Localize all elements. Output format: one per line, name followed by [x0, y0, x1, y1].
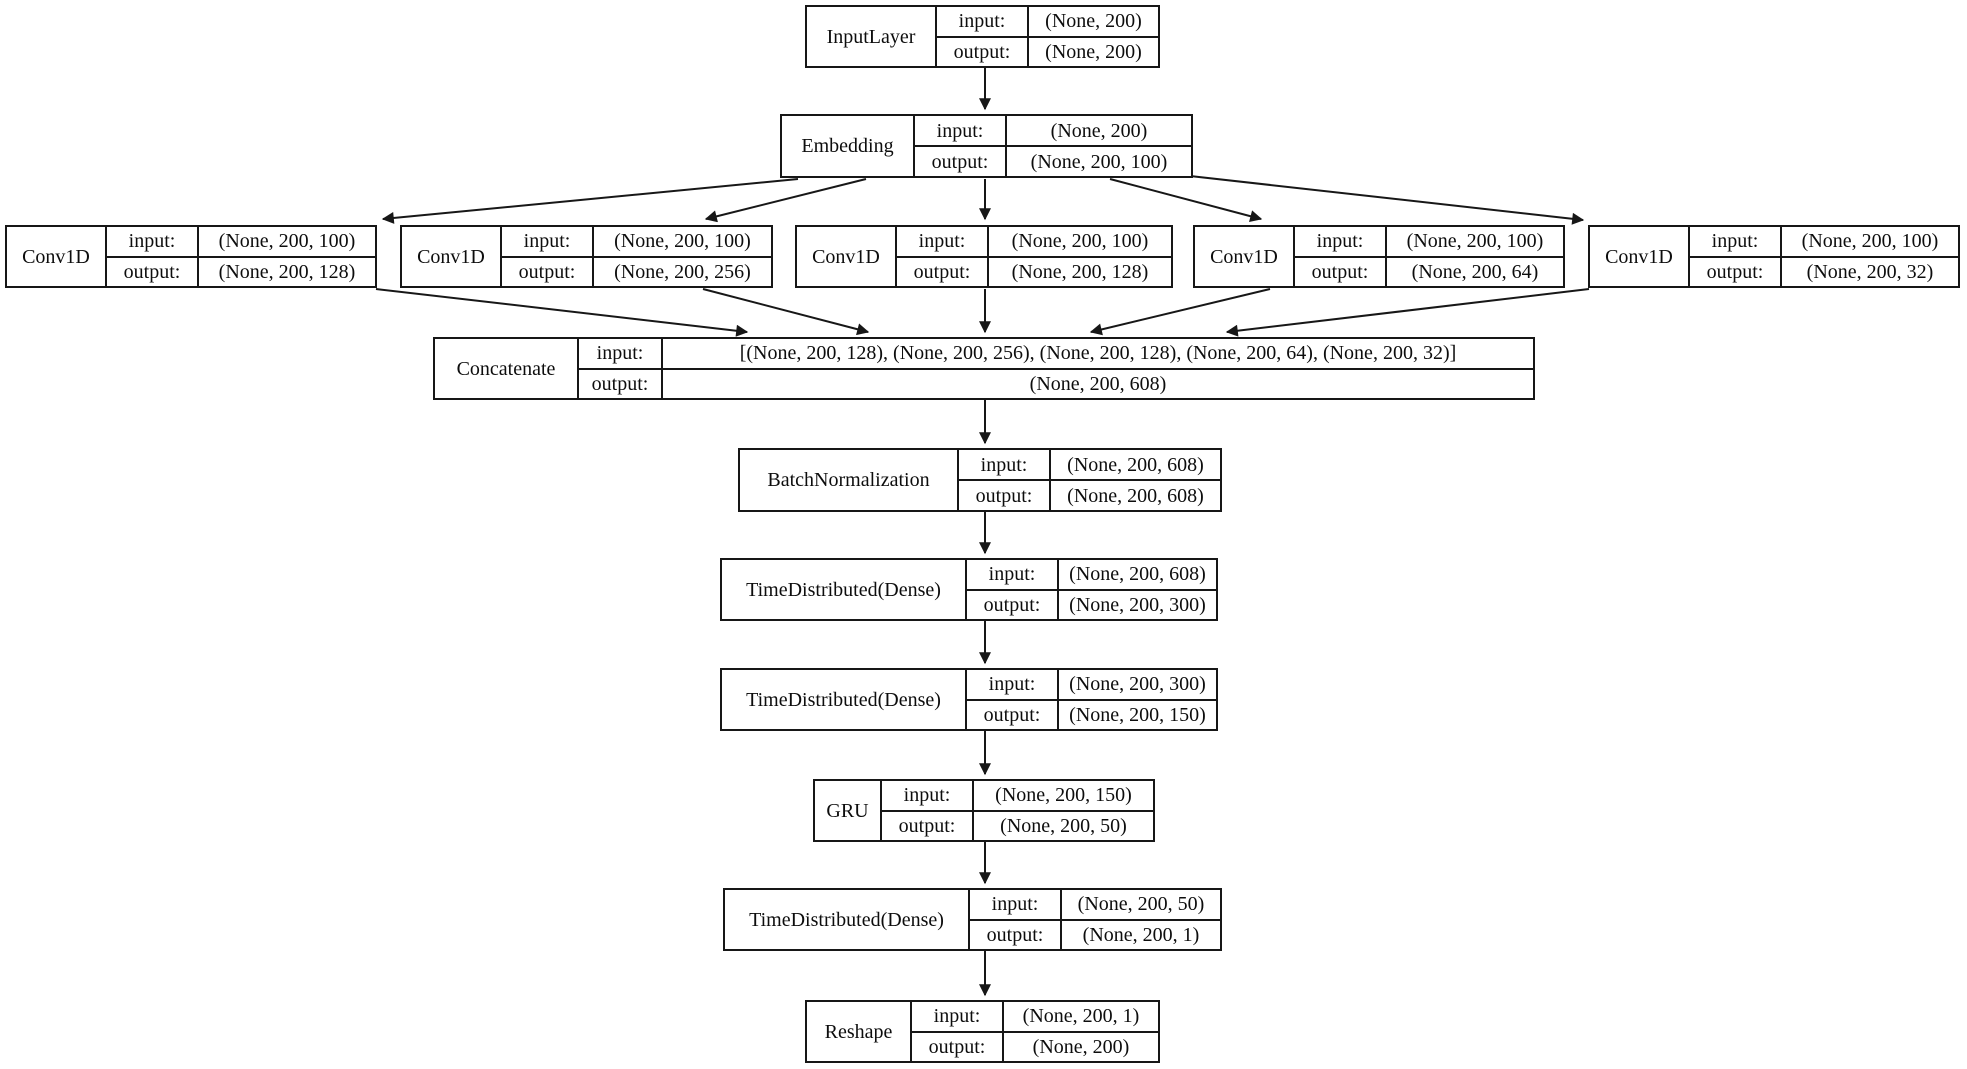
- input-shape: (None, 200, 150): [995, 784, 1132, 807]
- output-shape: (None, 200, 50): [1000, 814, 1127, 837]
- output-shape: (None, 200, 100): [1030, 150, 1168, 173]
- output-label: output:: [107, 258, 199, 287]
- input-label: input:: [959, 450, 1051, 479]
- layer-type-label: Concatenate: [435, 339, 579, 398]
- output-shape: (None, 200, 128): [1011, 260, 1149, 283]
- layer-type-label: Conv1D: [797, 227, 897, 286]
- edge-conv1d-4-concatenate: [1091, 289, 1270, 332]
- output-label: output:: [970, 921, 1062, 950]
- input-label: input:: [502, 227, 594, 256]
- layer-node-conv1d-3: [795, 225, 1173, 288]
- input-shape: (None, 200, 100): [1011, 230, 1149, 253]
- output-shape: (None, 200, 150): [1069, 703, 1206, 726]
- edge-embedding-conv1d-2: [706, 179, 866, 219]
- output-label: output:: [897, 258, 989, 287]
- edge-conv1d-5-concatenate: [1227, 289, 1589, 332]
- input-label: input:: [937, 7, 1029, 36]
- output-label: output:: [967, 701, 1059, 730]
- layer-node-conv1d-4: [1193, 225, 1565, 288]
- input-shape: (None, 200): [1050, 119, 1148, 142]
- layer-type-label: Reshape: [807, 1002, 912, 1061]
- output-label: output:: [937, 38, 1029, 67]
- input-shape: [(None, 200, 128), (None, 200, 256), (None, 200, 128), (None, 200, 64), (None, 200, 32)]: [739, 342, 1457, 365]
- input-shape: (None, 200, 100): [1406, 230, 1544, 253]
- layer-node-concatenate: [433, 337, 1535, 400]
- output-shape: (None, 200, 1): [1082, 923, 1200, 946]
- output-shape: (None, 200): [1045, 40, 1142, 63]
- output-label: output:: [967, 591, 1059, 620]
- layer-node-embedding: [780, 114, 1193, 178]
- output-shape: (None, 200, 128): [218, 260, 356, 283]
- output-label: output:: [502, 258, 594, 287]
- input-label: input:: [1295, 227, 1387, 256]
- layer-node-gru: [813, 779, 1155, 842]
- input-label: input:: [912, 1002, 1004, 1031]
- layer-type-label: InputLayer: [807, 7, 937, 66]
- layer-node-conv1d-1: [5, 225, 377, 288]
- layer-node-time-distributed-dense-1: [720, 558, 1218, 621]
- output-shape: (None, 200, 300): [1069, 593, 1206, 616]
- input-shape: (None, 200, 50): [1077, 893, 1205, 916]
- layer-node-time-distributed-dense-2: [720, 668, 1218, 731]
- output-label: output:: [579, 370, 663, 399]
- output-label: output:: [1295, 258, 1387, 287]
- layer-node-conv1d-5: [1588, 225, 1960, 288]
- output-label: output:: [882, 812, 974, 841]
- layer-type-label: Conv1D: [1590, 227, 1690, 286]
- output-shape: (None, 200, 64): [1411, 260, 1539, 283]
- input-label: input:: [967, 670, 1059, 699]
- layer-node-input-layer: [805, 5, 1160, 68]
- input-shape: (None, 200, 100): [218, 230, 356, 253]
- input-label: input:: [579, 339, 663, 368]
- layer-type-label: Embedding: [782, 116, 915, 176]
- input-shape: (None, 200, 1): [1022, 1005, 1140, 1028]
- input-shape: (None, 200): [1045, 10, 1142, 33]
- input-shape: (None, 200, 100): [614, 230, 751, 253]
- edge-embedding-conv1d-5: [1190, 176, 1583, 220]
- edge-embedding-conv1d-1: [383, 179, 798, 219]
- layer-type-label: TimeDistributed(Dense): [725, 890, 970, 949]
- input-label: input:: [915, 116, 1007, 145]
- layer-node-time-distributed-dense-3: [723, 888, 1222, 951]
- output-label: output:: [912, 1033, 1004, 1062]
- layer-type-label: TimeDistributed(Dense): [722, 560, 967, 619]
- output-shape: (None, 200, 32): [1806, 260, 1934, 283]
- layer-type-label: Conv1D: [7, 227, 107, 286]
- output-label: output:: [1690, 258, 1782, 287]
- output-shape: (None, 200, 256): [614, 260, 751, 283]
- input-shape: (None, 200, 300): [1069, 673, 1206, 696]
- edge-conv1d-1-concatenate: [376, 289, 747, 332]
- edge-embedding-conv1d-4: [1110, 179, 1261, 219]
- output-shape: (None, 200, 608): [1029, 372, 1167, 395]
- layer-type-label: BatchNormalization: [740, 450, 959, 510]
- output-shape: (None, 200, 608): [1067, 484, 1204, 507]
- output-label: output:: [959, 481, 1051, 510]
- input-label: input:: [107, 227, 199, 256]
- layer-type-label: GRU: [815, 781, 882, 840]
- layer-node-batch-normalization: [738, 448, 1222, 512]
- output-shape: (None, 200): [1032, 1035, 1130, 1058]
- input-label: input:: [897, 227, 989, 256]
- input-label: input:: [970, 890, 1062, 919]
- input-shape: (None, 200, 608): [1069, 563, 1206, 586]
- output-label: output:: [915, 147, 1007, 176]
- input-label: input:: [967, 560, 1059, 589]
- layer-type-label: Conv1D: [402, 227, 502, 286]
- layer-type-label: Conv1D: [1195, 227, 1295, 286]
- input-shape: (None, 200, 100): [1801, 230, 1939, 253]
- layer-node-conv1d-2: [400, 225, 773, 288]
- layer-type-label: TimeDistributed(Dense): [722, 670, 967, 729]
- input-shape: (None, 200, 608): [1067, 453, 1204, 476]
- input-label: input:: [882, 781, 974, 810]
- layer-node-reshape: [805, 1000, 1160, 1063]
- edge-conv1d-2-concatenate: [703, 289, 868, 332]
- input-label: input:: [1690, 227, 1782, 256]
